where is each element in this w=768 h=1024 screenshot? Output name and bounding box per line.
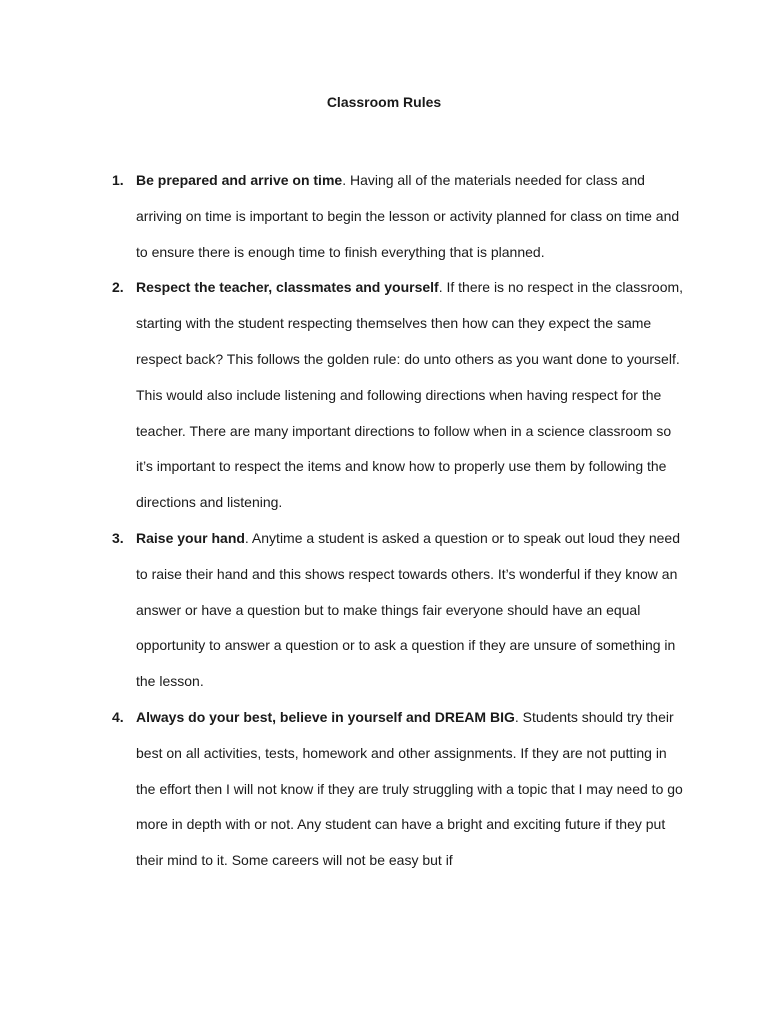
rule-body: . Students should try their best on all activities, tests, homework and other assignments. If they are not putting in the effort then I will not know if they are truly struggling with a topic that I may need to go more in depth with or not. Any student can have a bright and exciting future if they put their mind to it. Some careers will not be easy but if (136, 708, 683, 869)
rules-list (112, 163, 687, 879)
rule-item-4 (112, 700, 687, 879)
rule-body: . Having all of the materials needed for class and arriving on time is important to begin the lesson or activity planned for class on time and to ensure there is enough time to finish everything that is planned. (136, 172, 680, 260)
rule-number: 2. (112, 279, 124, 296)
rule-heading: Respect the teacher, classmates and yourself (136, 279, 439, 296)
rule-number: 4. (112, 708, 124, 725)
rule-item-1 (112, 163, 687, 270)
rule-heading: Raise your hand (136, 529, 245, 546)
rule-item-3 (112, 521, 687, 700)
rule-number: 1. (112, 172, 124, 188)
rule-body: . Anytime a student is asked a question or to speak out loud they need to raise their hand and this shows respect towards others. It’s wonderful if they know an answer or have a question but to make things fair everyone should have an equal opportunity to answer a question or to ask a question if they are unsure of something in the lesson. (136, 529, 680, 690)
rule-body: . If there is no respect in the classroom, starting with the student respecting themselves then how can they expect the same respect back? This follows the golden rule: do unto others as you want done to yourself. This would also include listening and following directions when having respect for the teacher. There are many important directions to follow when in a science classroom so it’s important to respect the items and know how to properly use them by following the directions and listening. (136, 279, 684, 511)
rule-item-2 (112, 270, 687, 521)
rule-number: 3. (112, 529, 124, 546)
rule-heading: Be prepared and arrive on time (136, 172, 343, 188)
rule-heading: Always do your best, believe in yourself and DREAM BIG (136, 708, 515, 725)
page-title: Classroom Rules (326, 94, 442, 110)
